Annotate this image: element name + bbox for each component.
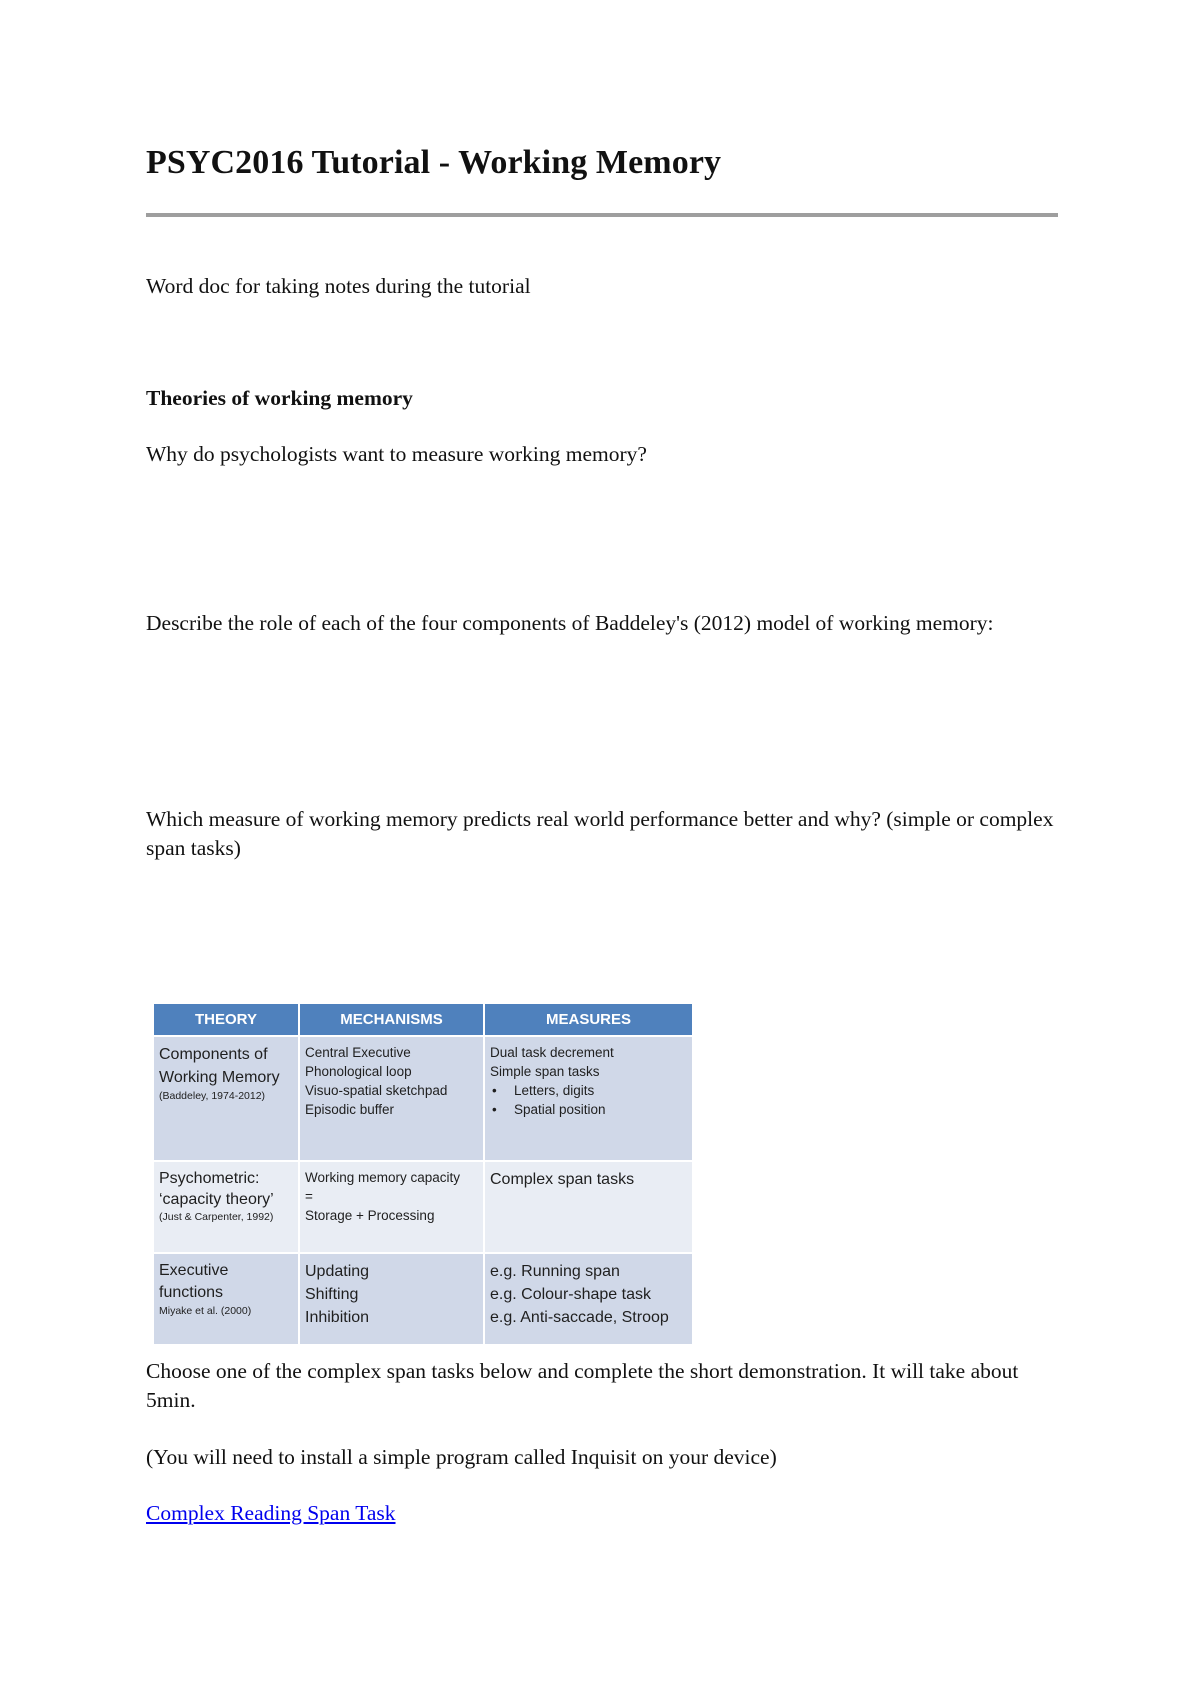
bullet-icon: • (492, 1083, 497, 1098)
bullet-icon: • (492, 1102, 497, 1117)
mechanism-item: Storage + Processing (305, 1208, 435, 1223)
measure-item: Simple span tasks (490, 1064, 600, 1079)
theory-table (154, 1004, 692, 1346)
document-title: PSYC2016 Tutorial - Working Memory (146, 144, 722, 181)
mechanism-item: Phonological loop (305, 1064, 412, 1079)
table-header-row (154, 1004, 692, 1036)
mechanism-item: Central Executive (305, 1045, 411, 1060)
link-paragraph (146, 1499, 1058, 1528)
measure-item: e.g. Anti-saccade, Stroop (490, 1309, 669, 1326)
theory-label: Psychometric: ‘capacity theory’ (159, 1170, 274, 1208)
measure-item: e.g. Running span (490, 1263, 620, 1280)
header-mechanisms: MECHANISMS (299, 1004, 484, 1036)
theory-citation: (Baddeley, 1974-2012) (159, 1090, 266, 1102)
theory-citation: (Just & Carpenter, 1992) (159, 1211, 274, 1223)
question-3: Which measure of working memory predicts real world performance better and why? (simple or complex span tasks) (146, 807, 1054, 860)
mechanism-item: Shifting (305, 1286, 359, 1303)
table-row (154, 1036, 692, 1161)
mechanism-item: Visuo-spatial sketchpad (305, 1083, 448, 1098)
theory-label: Components of Working Memory (159, 1046, 280, 1086)
intro-text: Word doc for taking notes during the tutorial (146, 274, 531, 298)
table-row (154, 1161, 692, 1253)
mechanism-item: Episodic buffer (305, 1102, 395, 1117)
complex-reading-span-task-link[interactable]: Complex Reading Span Task (146, 1501, 396, 1525)
measure-item: Dual task decrement (490, 1045, 614, 1060)
question-1: Why do psychologists want to measure working memory? (146, 442, 647, 466)
theory-label: Executive functions (159, 1262, 229, 1301)
install-note: (You will need to install a simple program called Inquisit on your device) (146, 1445, 777, 1469)
mechanisms-cell (299, 1161, 484, 1253)
measure-item: e.g. Colour-shape task (490, 1286, 651, 1303)
measures-cell (484, 1253, 692, 1345)
mechanisms-cell (299, 1253, 484, 1345)
mechanisms-cell (299, 1036, 484, 1161)
header-theory: THEORY (154, 1004, 299, 1036)
mechanism-item: Inhibition (305, 1309, 370, 1326)
mechanism-item: Updating (305, 1263, 370, 1280)
mechanism-item: Working memory capacity (305, 1170, 461, 1185)
instruction-text: Choose one of the complex span tasks below and complete the short demonstration. It will take about 5min. (146, 1359, 1019, 1412)
document-page (146, 0, 1058, 1696)
theory-citation: Miyake et al. (2000) (159, 1305, 252, 1317)
measures-cell (484, 1036, 692, 1161)
question-2: Describe the role of each of the four components of Baddeley's (2012) model of working memory: (146, 611, 994, 635)
theory-cell (154, 1161, 299, 1253)
mechanism-item: = (305, 1189, 313, 1204)
measure-item: Complex span tasks (490, 1171, 635, 1188)
measure-bullet-item: • Spatial position (492, 1102, 606, 1117)
measures-cell (484, 1161, 692, 1253)
theory-cell (154, 1253, 299, 1345)
measure-bullet-item: • Letters, digits (492, 1083, 595, 1098)
title-divider (146, 213, 1058, 217)
theory-cell (154, 1036, 299, 1161)
header-measures: MEASURES (484, 1004, 692, 1036)
section-heading: Theories of working memory (146, 386, 413, 410)
table-row (154, 1253, 692, 1345)
